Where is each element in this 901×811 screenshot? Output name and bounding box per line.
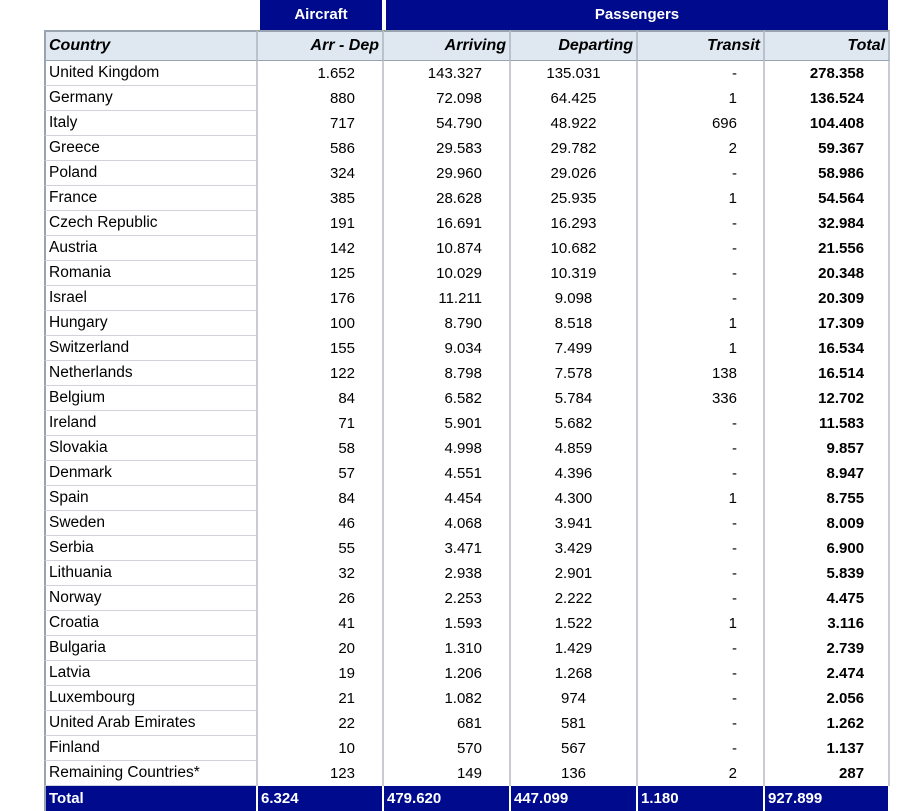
cell-total: 5.839	[765, 561, 890, 586]
table-row	[44, 61, 890, 86]
cell-arr-dep: 142	[258, 236, 384, 261]
total-departing: 447.099	[511, 786, 638, 811]
cell-arr-dep: 84	[258, 386, 384, 411]
cell-arriving: 28.628	[384, 186, 511, 211]
cell-arr-dep: 191	[258, 211, 384, 236]
cell-country: Netherlands	[44, 361, 258, 386]
total-row	[44, 786, 890, 811]
cell-total: 11.583	[765, 411, 890, 436]
cell-departing: 5.682	[511, 411, 638, 436]
column-header-arr-dep: Arr - Dep	[258, 30, 384, 61]
total-arriving: 479.620	[384, 786, 511, 811]
cell-total: 9.857	[765, 436, 890, 461]
cell-arr-dep: 71	[258, 411, 384, 436]
cell-arriving: 6.582	[384, 386, 511, 411]
cell-arriving: 54.790	[384, 111, 511, 136]
cell-country: Croatia	[44, 611, 258, 636]
cell-country: Serbia	[44, 536, 258, 561]
cell-arr-dep: 586	[258, 136, 384, 161]
cell-transit: -	[638, 461, 765, 486]
cell-arriving: 9.034	[384, 336, 511, 361]
cell-transit: 1	[638, 311, 765, 336]
cell-departing: 7.578	[511, 361, 638, 386]
column-header-transit: Transit	[638, 30, 765, 61]
cell-departing: 136	[511, 761, 638, 786]
cell-transit: 696	[638, 111, 765, 136]
cell-total: 104.408	[765, 111, 890, 136]
cell-transit: -	[638, 61, 765, 86]
cell-transit: -	[638, 211, 765, 236]
cell-transit: -	[638, 561, 765, 586]
cell-departing: 3.941	[511, 511, 638, 536]
total-label: Total	[44, 786, 258, 811]
cell-country: Greece	[44, 136, 258, 161]
cell-country: Spain	[44, 486, 258, 511]
table-row	[44, 186, 890, 211]
cell-country: Austria	[44, 236, 258, 261]
cell-arr-dep: 385	[258, 186, 384, 211]
cell-departing: 2.901	[511, 561, 638, 586]
cell-transit: -	[638, 286, 765, 311]
cell-arr-dep: 32	[258, 561, 384, 586]
cell-transit: 2	[638, 136, 765, 161]
cell-arr-dep: 122	[258, 361, 384, 386]
cell-transit: 1	[638, 336, 765, 361]
cell-arr-dep: 10	[258, 736, 384, 761]
cell-arr-dep: 123	[258, 761, 384, 786]
cell-country: Lithuania	[44, 561, 258, 586]
table-body	[44, 61, 890, 786]
cell-arr-dep: 46	[258, 511, 384, 536]
cell-arriving: 3.471	[384, 536, 511, 561]
cell-arriving: 681	[384, 711, 511, 736]
cell-transit: 1	[638, 486, 765, 511]
cell-arriving: 5.901	[384, 411, 511, 436]
cell-arr-dep: 717	[258, 111, 384, 136]
cell-arriving: 29.583	[384, 136, 511, 161]
cell-arriving: 149	[384, 761, 511, 786]
cell-arriving: 2.938	[384, 561, 511, 586]
cell-transit: 2	[638, 761, 765, 786]
cell-arr-dep: 1.652	[258, 61, 384, 86]
cell-transit: 1	[638, 86, 765, 111]
column-header-country: Country	[44, 30, 258, 61]
cell-arriving: 4.998	[384, 436, 511, 461]
cell-arr-dep: 324	[258, 161, 384, 186]
table-row	[44, 686, 890, 711]
cell-arr-dep: 155	[258, 336, 384, 361]
cell-country: Slovakia	[44, 436, 258, 461]
table-row	[44, 711, 890, 736]
cell-arr-dep: 21	[258, 686, 384, 711]
cell-transit: -	[638, 736, 765, 761]
cell-country: United Arab Emirates	[44, 711, 258, 736]
cell-country: Ireland	[44, 411, 258, 436]
cell-transit: -	[638, 436, 765, 461]
cell-total: 21.556	[765, 236, 890, 261]
table-row	[44, 536, 890, 561]
cell-arr-dep: 26	[258, 586, 384, 611]
cell-departing: 4.300	[511, 486, 638, 511]
table-row	[44, 136, 890, 161]
cell-total: 136.524	[765, 86, 890, 111]
cell-transit: -	[638, 636, 765, 661]
cell-departing: 7.499	[511, 336, 638, 361]
cell-transit: 1	[638, 611, 765, 636]
cell-transit: -	[638, 586, 765, 611]
table-row	[44, 661, 890, 686]
cell-country: Remaining Countries*	[44, 761, 258, 786]
cell-arriving: 4.068	[384, 511, 511, 536]
cell-departing: 10.682	[511, 236, 638, 261]
cell-total: 8.009	[765, 511, 890, 536]
cell-departing: 64.425	[511, 86, 638, 111]
cell-transit: 336	[638, 386, 765, 411]
cell-departing: 9.098	[511, 286, 638, 311]
table-row	[44, 336, 890, 361]
table-row	[44, 611, 890, 636]
cell-total: 8.947	[765, 461, 890, 486]
cell-total: 287	[765, 761, 890, 786]
cell-arriving: 11.211	[384, 286, 511, 311]
cell-transit: -	[638, 161, 765, 186]
traffic-table-container	[44, 0, 890, 811]
table-row	[44, 86, 890, 111]
cell-arriving: 10.029	[384, 261, 511, 286]
cell-arriving: 1.082	[384, 686, 511, 711]
cell-country: Latvia	[44, 661, 258, 686]
cell-country: United Kingdom	[44, 61, 258, 86]
cell-departing: 16.293	[511, 211, 638, 236]
group-header-blank	[44, 0, 258, 30]
cell-total: 4.475	[765, 586, 890, 611]
cell-transit: -	[638, 236, 765, 261]
cell-arriving: 4.551	[384, 461, 511, 486]
cell-total: 17.309	[765, 311, 890, 336]
cell-arr-dep: 22	[258, 711, 384, 736]
table-row	[44, 161, 890, 186]
cell-total: 278.358	[765, 61, 890, 86]
cell-transit: -	[638, 536, 765, 561]
cell-country: Germany	[44, 86, 258, 111]
cell-arriving: 72.098	[384, 86, 511, 111]
cell-arr-dep: 84	[258, 486, 384, 511]
cell-country: Belgium	[44, 386, 258, 411]
table-row	[44, 436, 890, 461]
column-header-row	[44, 30, 890, 61]
cell-arriving: 570	[384, 736, 511, 761]
cell-arriving: 2.253	[384, 586, 511, 611]
table-row	[44, 736, 890, 761]
cell-departing: 1.522	[511, 611, 638, 636]
total-transit: 1.180	[638, 786, 765, 811]
cell-country: France	[44, 186, 258, 211]
traffic-table	[44, 0, 890, 811]
table-row	[44, 261, 890, 286]
cell-country: Switzerland	[44, 336, 258, 361]
cell-total: 2.056	[765, 686, 890, 711]
table-row	[44, 386, 890, 411]
cell-departing: 5.784	[511, 386, 638, 411]
cell-total: 2.474	[765, 661, 890, 686]
cell-departing: 29.782	[511, 136, 638, 161]
cell-total: 20.348	[765, 261, 890, 286]
column-header-departing: Departing	[511, 30, 638, 61]
cell-country: Czech Republic	[44, 211, 258, 236]
cell-transit: -	[638, 511, 765, 536]
cell-arr-dep: 100	[258, 311, 384, 336]
cell-country: Finland	[44, 736, 258, 761]
table-row	[44, 561, 890, 586]
table-row	[44, 511, 890, 536]
cell-arr-dep: 19	[258, 661, 384, 686]
cell-departing: 4.859	[511, 436, 638, 461]
cell-country: Israel	[44, 286, 258, 311]
group-header-aircraft: Aircraft	[258, 0, 384, 30]
cell-transit: -	[638, 261, 765, 286]
cell-country: Bulgaria	[44, 636, 258, 661]
cell-country: Hungary	[44, 311, 258, 336]
table-row	[44, 236, 890, 261]
cell-total: 58.986	[765, 161, 890, 186]
cell-transit: 138	[638, 361, 765, 386]
cell-departing: 135.031	[511, 61, 638, 86]
cell-total: 8.755	[765, 486, 890, 511]
cell-departing: 3.429	[511, 536, 638, 561]
cell-departing: 1.268	[511, 661, 638, 686]
cell-total: 16.534	[765, 336, 890, 361]
cell-total: 1.137	[765, 736, 890, 761]
cell-arriving: 4.454	[384, 486, 511, 511]
cell-arr-dep: 55	[258, 536, 384, 561]
cell-transit: 1	[638, 186, 765, 211]
table-row	[44, 411, 890, 436]
table-row	[44, 586, 890, 611]
cell-country: Italy	[44, 111, 258, 136]
cell-transit: -	[638, 711, 765, 736]
cell-total: 12.702	[765, 386, 890, 411]
column-header-arriving: Arriving	[384, 30, 511, 61]
cell-total: 54.564	[765, 186, 890, 211]
cell-arr-dep: 125	[258, 261, 384, 286]
cell-country: Luxembourg	[44, 686, 258, 711]
cell-total: 16.514	[765, 361, 890, 386]
total-arr-dep: 6.324	[258, 786, 384, 811]
table-row	[44, 636, 890, 661]
cell-departing: 48.922	[511, 111, 638, 136]
cell-country: Denmark	[44, 461, 258, 486]
table-row	[44, 761, 890, 786]
cell-arriving: 1.593	[384, 611, 511, 636]
table-row	[44, 211, 890, 236]
cell-arr-dep: 880	[258, 86, 384, 111]
table-row	[44, 286, 890, 311]
cell-total: 32.984	[765, 211, 890, 236]
cell-departing: 567	[511, 736, 638, 761]
cell-arr-dep: 20	[258, 636, 384, 661]
cell-departing: 2.222	[511, 586, 638, 611]
table-row	[44, 486, 890, 511]
cell-arriving: 29.960	[384, 161, 511, 186]
cell-arriving: 8.790	[384, 311, 511, 336]
cell-country: Sweden	[44, 511, 258, 536]
cell-arr-dep: 176	[258, 286, 384, 311]
cell-country: Norway	[44, 586, 258, 611]
cell-total: 2.739	[765, 636, 890, 661]
cell-total: 59.367	[765, 136, 890, 161]
cell-arr-dep: 58	[258, 436, 384, 461]
cell-total: 20.309	[765, 286, 890, 311]
cell-departing: 29.026	[511, 161, 638, 186]
group-header-row	[44, 0, 890, 30]
cell-departing: 4.396	[511, 461, 638, 486]
cell-total: 3.116	[765, 611, 890, 636]
cell-country: Romania	[44, 261, 258, 286]
cell-departing: 10.319	[511, 261, 638, 286]
column-header-total: Total	[765, 30, 890, 61]
cell-departing: 8.518	[511, 311, 638, 336]
cell-arriving: 8.798	[384, 361, 511, 386]
table-row	[44, 461, 890, 486]
total-total: 927.899	[765, 786, 890, 811]
table-row	[44, 111, 890, 136]
cell-departing: 581	[511, 711, 638, 736]
cell-transit: -	[638, 661, 765, 686]
table-row	[44, 361, 890, 386]
cell-arriving: 143.327	[384, 61, 511, 86]
cell-arr-dep: 41	[258, 611, 384, 636]
cell-departing: 974	[511, 686, 638, 711]
cell-transit: -	[638, 686, 765, 711]
group-header-passengers: Passengers	[384, 0, 890, 30]
table-row	[44, 311, 890, 336]
cell-departing: 25.935	[511, 186, 638, 211]
cell-departing: 1.429	[511, 636, 638, 661]
cell-arriving: 16.691	[384, 211, 511, 236]
cell-arriving: 1.206	[384, 661, 511, 686]
cell-total: 6.900	[765, 536, 890, 561]
cell-transit: -	[638, 411, 765, 436]
cell-country: Poland	[44, 161, 258, 186]
cell-arriving: 10.874	[384, 236, 511, 261]
cell-arriving: 1.310	[384, 636, 511, 661]
cell-total: 1.262	[765, 711, 890, 736]
cell-arr-dep: 57	[258, 461, 384, 486]
